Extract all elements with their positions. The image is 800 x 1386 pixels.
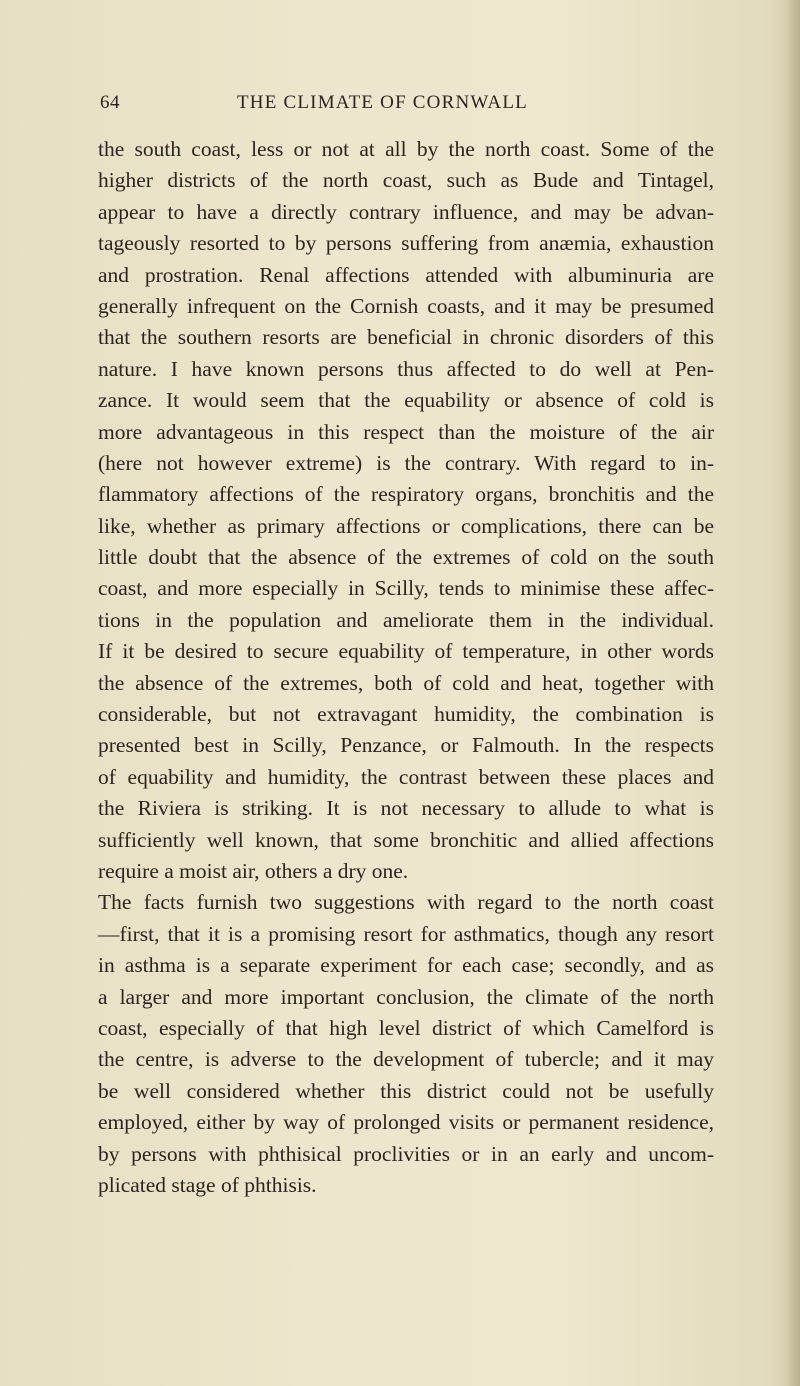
text-line: plicated stage of phthisis. [98,1172,317,1197]
text-line: nature. I have known persons thus affected to do well at Pen- [98,356,714,381]
text-line: employed, either by way of prolonged visits or permanent residence, [98,1110,714,1135]
page-edge-shadow [786,0,800,1386]
text-line: a larger and more important conclusion, the climate of the north [98,984,714,1009]
text-line: presented best in Scilly, Penzance, or Falmouth. In the respects [98,733,714,758]
text-line: coast, and more especially in Scilly, tends to minimise these affec- [98,576,714,601]
text-line: the Riviera is striking. It is not necessary to allude to what is [98,796,714,821]
text-line: by persons with phthisical proclivities or in an early and uncom- [98,1141,714,1166]
text-line: appear to have a directly contrary influence, and may be advan- [98,199,714,224]
text-line: If it be desired to secure equability of temperature, in other words [98,639,714,664]
text-line: flammatory affections of the respiratory organs, bronchitis and the [98,482,714,507]
text-line: considerable, but not extravagant humidity, the combination is [98,702,714,727]
body-text [98,134,714,1201]
text-line: the centre, is adverse to the development of tubercle; and it may [98,1047,714,1072]
text-line: tions in the population and ameliorate them in the individual. [98,607,714,632]
text-line: be well considered whether this district could not be usefully [98,1078,714,1103]
text-line: in asthma is a separate experiment for each case; secondly, and as [98,953,714,978]
running-title: THE CLIMATE OF CORNWALL [237,92,528,113]
text-line: of equability and humidity, the contrast between these places and [98,764,714,789]
text-line: the south coast, less or not at all by the north coast. Some of the [98,137,714,161]
text-line: generally infrequent on the Cornish coasts, and it may be presumed [98,293,714,318]
page-number: 64 [100,92,120,113]
text-line: zance. It would seem that the equability or absence of cold is [98,388,714,413]
text-line: the absence of the extremes, both of cold and heat, together with [98,670,714,695]
text-line: coast, especially of that high level district of which Camelford is [98,1015,714,1040]
text-line: more advantageous in this respect than the moisture of the air [98,419,714,444]
text-line: that the southern resorts are beneficial in chronic disorders of this [98,325,714,350]
text-line: sufficiently well known, that some bronchitic and allied affections [98,827,714,852]
text-line: and prostration. Renal affections attended with albuminuria are [98,262,714,287]
text-line: (here not however extreme) is the contrary. With regard to in- [98,450,714,475]
text-line: tageously resorted to by persons suffering from anæmia, exhaustion [98,231,714,256]
text-line: require a moist air, others a dry one. [98,858,409,883]
text-line: little doubt that the absence of the extremes of cold on the south [98,545,714,570]
page-header [100,92,700,116]
text-line: like, whether as primary affections or complications, there can be [98,513,714,538]
text-line: —first, that it is a promising resort for asthmatics, though any resort [98,921,714,946]
text-line: The facts furnish two suggestions with regard to the north coast [98,890,714,915]
text-line: higher districts of the north coast, such as Bude and Tintagel, [98,168,714,193]
